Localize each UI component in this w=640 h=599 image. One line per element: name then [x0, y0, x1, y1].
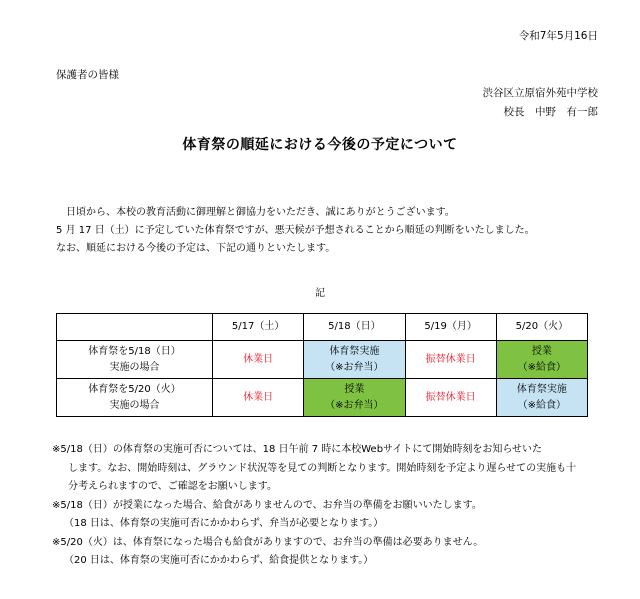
table-row	[57, 341, 588, 379]
principal-name: 校長 中野 有一郎	[503, 106, 598, 118]
notes-section	[52, 441, 576, 571]
row-label-line: 体育祭を5/18（日）	[88, 345, 181, 357]
document-date: 令和7年5月16日	[518, 30, 598, 42]
column-header-0519: 5/19（月）	[405, 314, 496, 341]
cell-line: （※お弁当）	[325, 361, 384, 373]
document-title: 体育祭の順延における今後の予定について	[182, 137, 458, 153]
cell-line: （※給食）	[517, 399, 567, 411]
cell-line: （※お弁当）	[325, 399, 384, 411]
body-paragraph	[56, 204, 535, 258]
note-line: ※5/18（日）が授業になった場合、給食がありませんので、お弁当の準備をお願いいたします。	[52, 499, 482, 511]
body-line: 5 月 17 日（土）に予定していた体育祭ですが、悪天候が予想されることから順延の判断をいたしました。	[56, 225, 535, 236]
note-line: （18 日は、体育祭の実施可否にかかわらず、弁当が必要となります。）	[64, 518, 384, 529]
row-label-case-0518	[57, 341, 213, 379]
cell-line: 授業	[531, 345, 552, 357]
ki-mark: 記	[315, 288, 325, 299]
table-row	[57, 379, 588, 417]
note-line: します。なお、開始時刻は、グラウンド状況等を見ての判断となります。開始時刻を予定より遅らせての実施も十	[68, 462, 577, 474]
cell-line: 体育祭実施	[329, 345, 380, 357]
cell-line: （※給食）	[517, 361, 567, 373]
table-corner-cell	[57, 314, 213, 341]
row-label-line: 実施の場合	[109, 361, 160, 373]
table-header-row	[57, 314, 588, 341]
recipient-greeting: 保護者の皆様	[56, 69, 119, 81]
school-name: 渋谷区立原宿外苑中学校	[482, 87, 598, 99]
cell-holiday: 休業日	[213, 341, 304, 379]
body-line: 日頃から、本校の教育活動に御理解と御協力をいただき、誠にありがとうございます。	[56, 207, 455, 218]
row-label-case-0520	[57, 379, 213, 417]
cell-line: 体育祭実施	[516, 383, 567, 395]
note-line: （20 日は、体育祭の実施可否にかかわらず、給食提供となります。）	[64, 555, 374, 566]
column-header-0520: 5/20（火）	[496, 314, 587, 341]
cell-classes	[304, 379, 405, 417]
cell-sports-day	[496, 379, 587, 417]
cell-line: 授業	[344, 383, 365, 395]
row-label-line: 体育祭を5/20（火）	[88, 383, 181, 395]
note-line: ※5/20（火）は、体育祭になった場合も給食がありますので、お弁当の準備は必要ありません。	[52, 536, 484, 548]
schedule-table	[56, 313, 588, 417]
cell-substitute-holiday: 振替休業日	[405, 341, 496, 379]
row-label-line: 実施の場合	[109, 399, 160, 411]
column-header-0517: 5/17（土）	[213, 314, 304, 341]
body-line: なお、順延における今後の予定は、下記の通りといたします。	[56, 243, 336, 254]
cell-sports-day	[304, 341, 405, 379]
cell-holiday: 休業日	[213, 379, 304, 417]
note-line: ※5/18（日）の体育祭の実施可否については、18 日午前 7 時に本校Webサイトにて開始時刻をお知らせいた	[52, 444, 543, 455]
note-line: 分考えられますので、ご確認をお願いします。	[68, 481, 277, 492]
cell-substitute-holiday: 振替休業日	[405, 379, 496, 417]
cell-classes	[496, 341, 587, 379]
column-header-0518: 5/18（日）	[304, 314, 405, 341]
